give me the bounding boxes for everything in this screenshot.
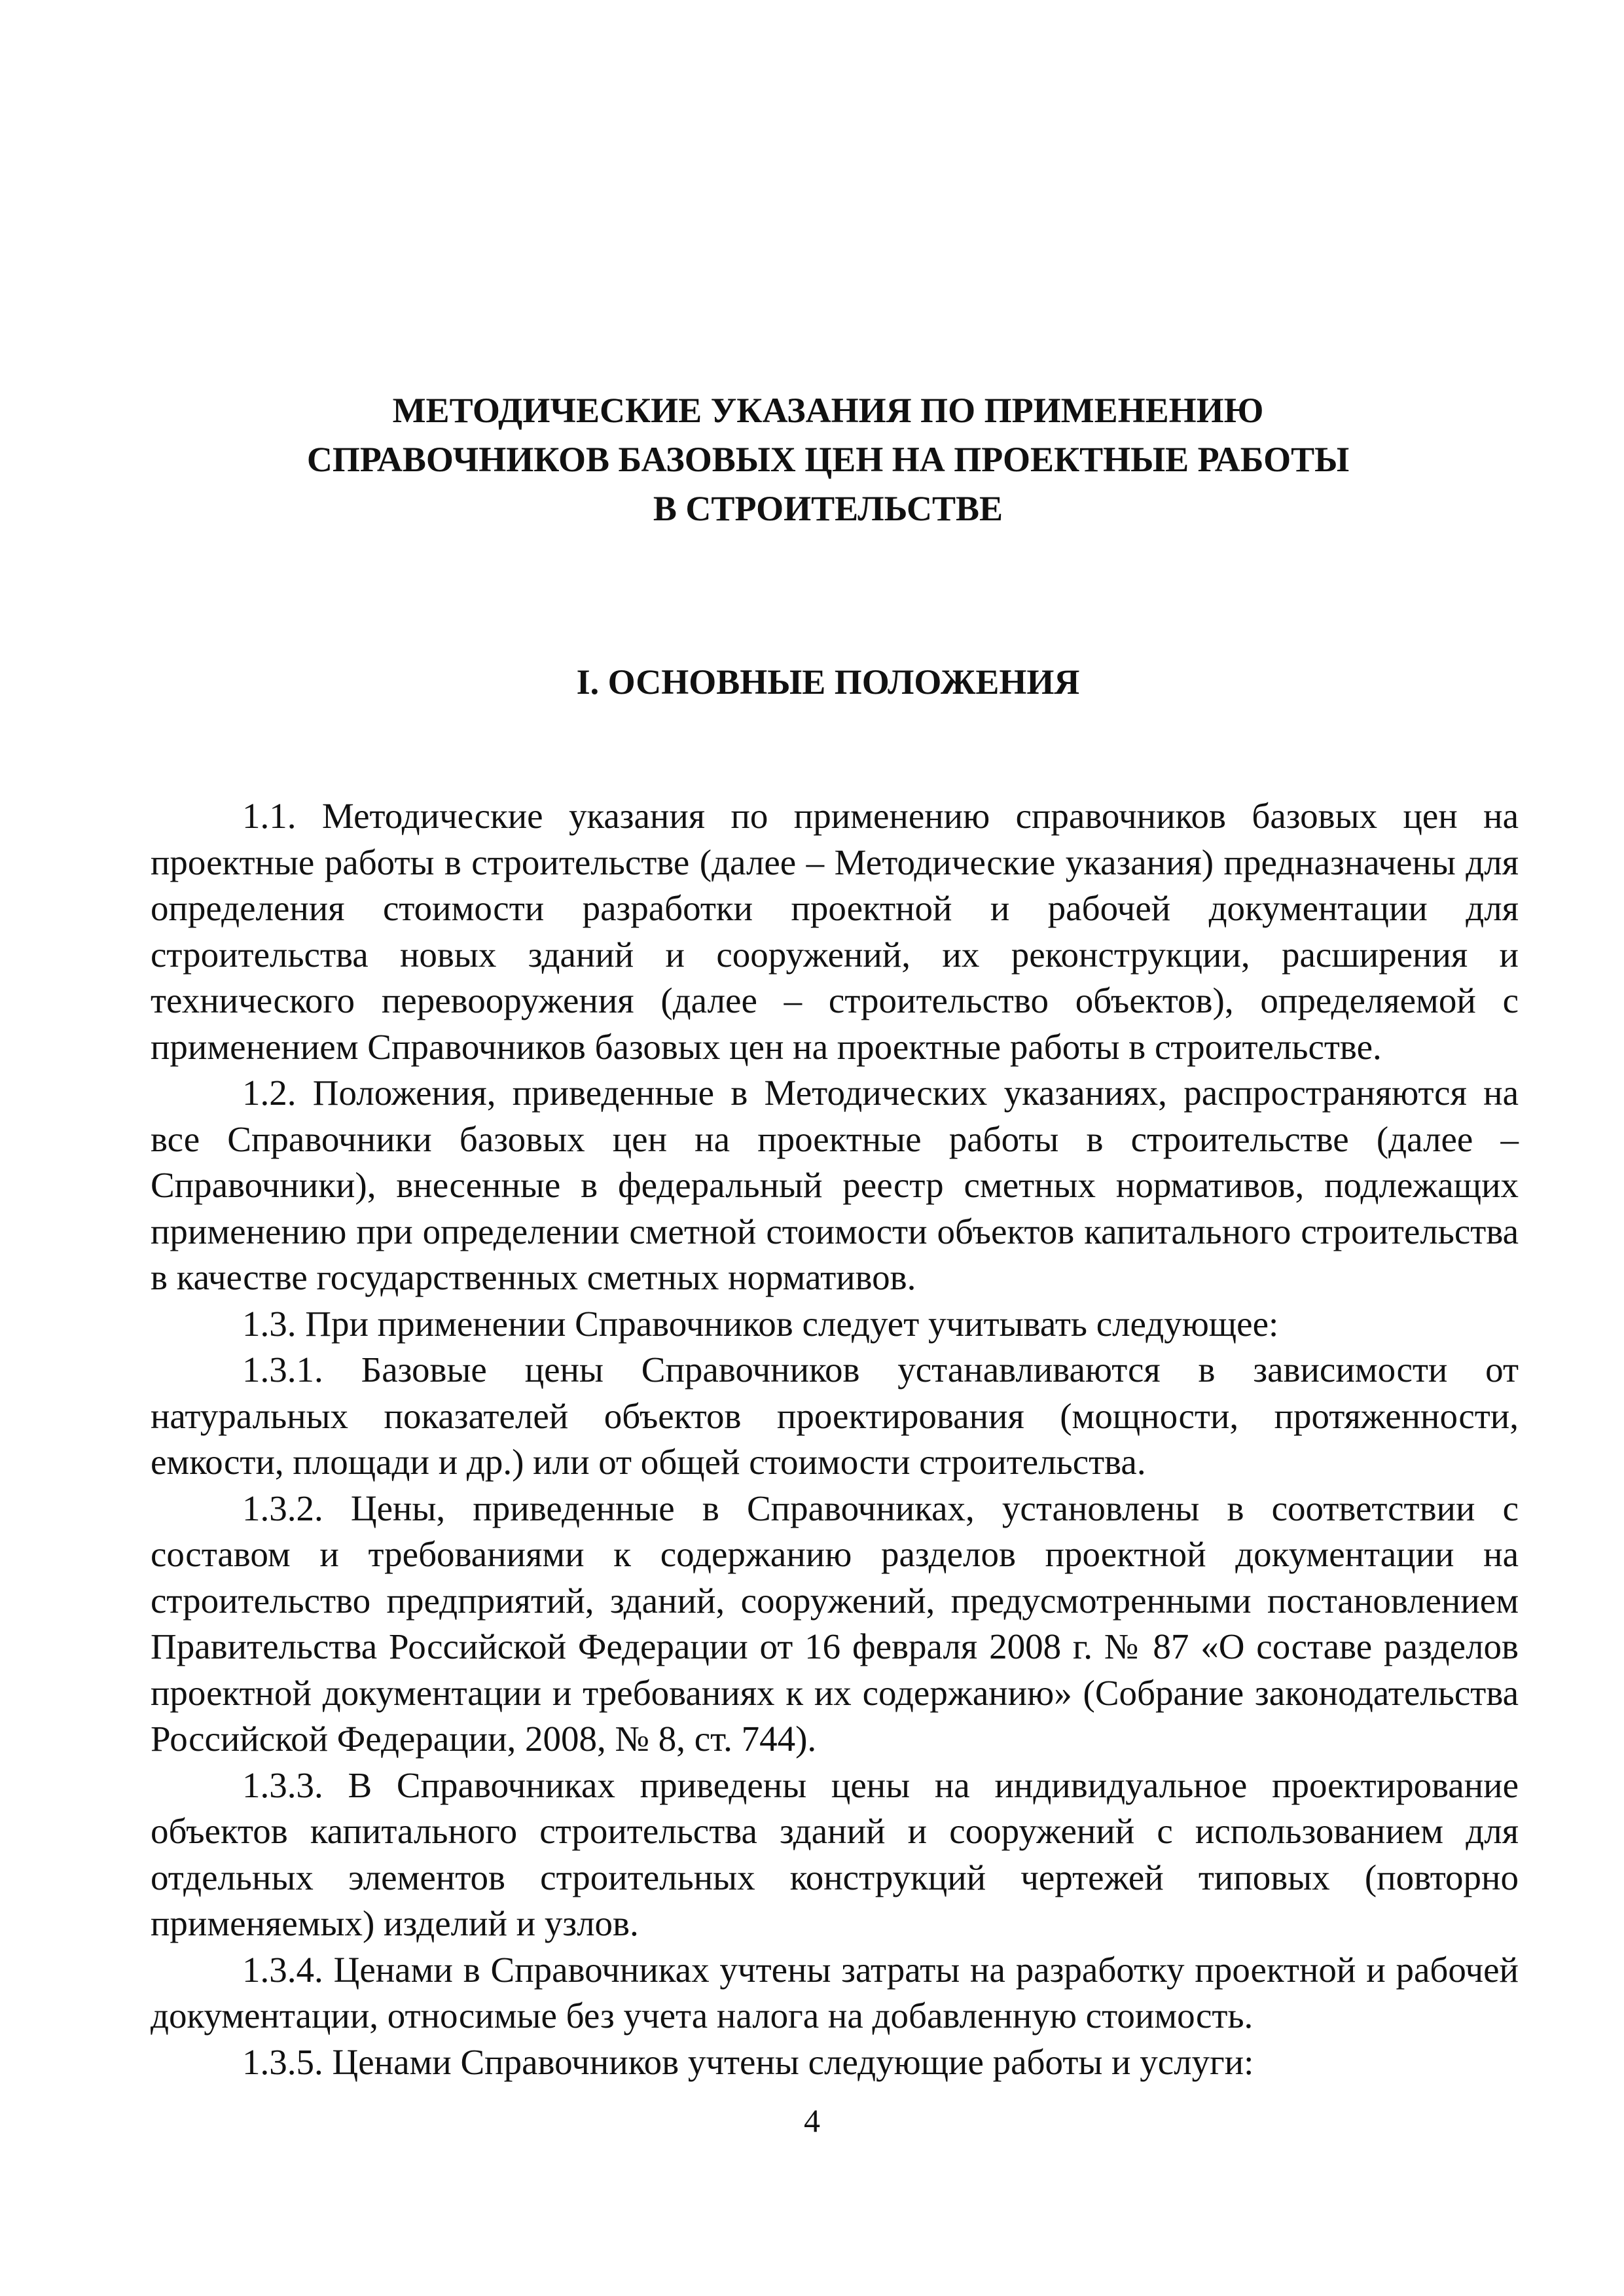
- paragraph-1-2: 1.2. Положения, приведенные в Методических указаниях, распространяются на все Справочники базовых цен на проектные работы в строительстве (далее – Справочники), внесенные в федеральный реестр сметных нормативов, подлежащих применению при определении сметной стоимости объектов капитального строительства в качестве государственных сметных нормативов.: [151, 1073, 1519, 1297]
- document-title-line-3: В СТРОИТЕЛЬСТВЕ: [653, 489, 1003, 528]
- paragraph-1-3: 1.3. При применении Справочников следует учитывать следующее:: [242, 1303, 1279, 1344]
- paragraph-1-3-2: 1.3.2. Цены, приведенные в Справочниках, установлены в соответствии с составом и требованиями к содержанию разделов проектной документации на строительство предприятий, зданий, сооружений, предусмотренными постановлением Правительства Российской Федерации от 16 февраля 2008 г. № 87 «О составе разделов проектной документации и требованиях к их содержанию» (Собрание законодательства Российской Федерации, 2008, № 8, ст. 744).: [151, 1488, 1519, 1759]
- paragraph-1-3-5: 1.3.5. Ценами Справочников учтены следующие работы и услуги:: [242, 2041, 1254, 2082]
- document-title-line-2: СПРАВОЧНИКОВ БАЗОВЫХ ЦЕН НА ПРОЕКТНЫЕ РАБОТЫ: [306, 440, 1350, 479]
- document-body: [151, 793, 1519, 2085]
- paragraph-1-1: 1.1. Методические указания по применению справочников базовых цен на проектные работы в строительстве (далее – Методические указания) предназначены для определения стоимости разработки проектной и рабочей документации для строительства новых зданий и сооружений, их реконструкции, расширения и технического перевооружения (далее – строительство объектов), определяемой с применением Справочников базовых цен на проектные работы в строительстве.: [151, 796, 1519, 1067]
- document-title-line-1: МЕТОДИЧЕСКИЕ УКАЗАНИЯ ПО ПРИМЕНЕНИЮ: [392, 391, 1264, 430]
- document-title: [151, 386, 1506, 533]
- paragraph-1-3-3: 1.3.3. В Справочниках приведены цены на индивидуальное проектирование объектов капитального строительства зданий и сооружений с использованием для отдельных элементов строительных конструкций чертежей типовых (повторно применяемых) изделий и узлов.: [151, 1765, 1519, 1943]
- section-heading: I. ОСНОВНЫЕ ПОЛОЖЕНИЯ: [576, 662, 1080, 702]
- paragraph-1-3-1: 1.3.1. Базовые цены Справочников устанавливаются в зависимости от натуральных показателей объектов проектирования (мощности, протяженности, емкости, площади и др.) или от общей стоимости строительства.: [151, 1350, 1519, 1482]
- paragraph-1-3-4: 1.3.4. Ценами в Справочниках учтены затраты на разработку проектной и рабочей документации, относимые без учета налога на добавленную стоимость.: [151, 1949, 1519, 2036]
- page-number: 4: [804, 2102, 820, 2139]
